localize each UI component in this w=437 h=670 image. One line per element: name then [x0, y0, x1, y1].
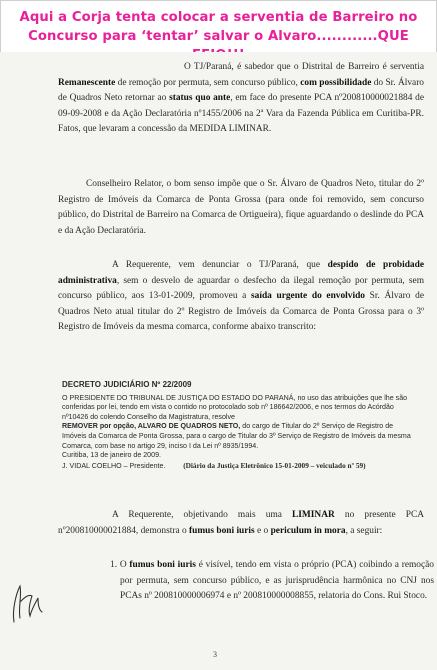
decree-body-rest: do cargo de Titular do 2º Serviço de Registro de Imóveis da Comarca de Ponta Grossa, para o cargo de Titular do 3º Serviço de Registro de Imóveis da mesma Comarca, com base no artigo 29, inciso I da Lei nº 8935/1994.	[62, 422, 411, 450]
decree-body-intro: O PRESIDENTE DO TRIBUNAL DE JUSTIÇA DO ESTADO DO PARANÁ, no uso das atribuições que lhe são conferidas por lei, tendo em vista o contido no protocolado sob nº 186642/2006, e nos termos do Acórdão nº10426 do colendo Conselho da Magistratura, resolve	[62, 393, 408, 421]
para4-text-run: A Requerente, objetivando mais uma	[112, 510, 293, 520]
scanned-document-page	[0, 52, 437, 670]
paragraph-barreiro-remanescente	[58, 60, 424, 138]
decree-title: DECRETO JUDICIÁRIO Nº 22/2009	[62, 380, 192, 389]
para1-text-run: do Sr. Álvaro de Quadros Neto retornar ao	[58, 77, 424, 104]
para2-text-run: Conselheiro Relator, o bom senso impõe que o Sr. Álvaro de Quadros Neto, titular do 2º Registro de Imóveis da Comarca de Ponta Grossa (para onde foi removido, sem concurso público, do Distrital de Barreiro na Comarca de Ortigueira), fique aguardando o deslinde do PCA e da Ação Declaratória.	[58, 179, 424, 236]
para1-text-run: com possibilidade	[300, 77, 372, 88]
decree-signer: J. VIDAL COELHO – Presidente.	[62, 461, 166, 470]
para4-text-run: , a seguir:	[345, 525, 383, 536]
decree-body	[62, 394, 414, 472]
para4-text-run: no presente PCA nº200810000021884, demonstra o	[58, 510, 424, 536]
headline-line-2: Concurso para ‘tentar’ salvar o Alvaro............QUE	[28, 29, 409, 44]
decree-source: (Diário da Justiça Eletrônico 15-01-2009 – veiculado nº 59)	[183, 460, 366, 470]
handwritten-initials	[8, 572, 48, 628]
para1-text-run: status quo ante	[169, 93, 231, 104]
list-item-fumus-boni-iuris	[110, 558, 434, 605]
decree-date: Curitiba, 13 de janeiro de 2009.	[62, 451, 161, 460]
decree-transcript	[62, 380, 414, 471]
headline-line-1: Aqui a Corja tenta colocar a serventia de Barreiro no	[19, 10, 418, 25]
para3-text-run: A Requerente, vem denunciar o TJ/Paraná, que	[112, 260, 328, 270]
item1-text-run: 1. O	[110, 560, 130, 570]
paragraph-liminar	[58, 508, 424, 539]
paragraph-conselheiro-relator	[58, 177, 424, 239]
paragraph-requerente-denuncia	[58, 258, 424, 336]
para1-text-run: , em face do presente PCA nº200810000021884 de 09-09-2008 e da Ação Declaratória nº1455/2006 na 2ª Vara da Fazenda Pública em Curitiba-PR. Fatos, que levaram a concessão da MEDIDA LIMINAR.	[58, 93, 424, 135]
para1-text-run: de remoção por permuta, sem concurso público,	[115, 77, 301, 88]
para4-text-run: LIMINAR	[292, 510, 335, 520]
para4-text-run: periculum in mora	[270, 525, 346, 536]
para3-text-run: , sem o desvelo de aguardar o desfecho da ilegal remoção por permuta, sem concurso público, aos 13-01-2009, promoveu a	[58, 275, 424, 302]
para1-text-run: Remanescente	[58, 77, 116, 88]
para3-text-run: Sr. Álvaro de Quadros Neto atual titular do 2º Registro de Imóveis da Comarca de Ponta Grossa para o 3º Registro de Imóveis da mesma comarca, conforme abaixo transcrito:	[58, 291, 424, 333]
page-number: 3	[213, 650, 217, 659]
para1-text-run: O TJ/Paraná, é sabedor que o Distrital de Barreiro é serventia	[184, 62, 424, 72]
para3-text-run: saída urgente do envolvido	[251, 291, 365, 302]
decree-remover-text: REMOVER por opção, ALVARO DE QUADROS NETO,	[62, 422, 241, 431]
para4-text-run: e o	[254, 525, 271, 536]
para3-text-run: despido de probidade administrativa	[58, 260, 424, 286]
item1-text-run: fumus boni iuris	[129, 560, 196, 570]
para4-text-run: fumus boni iuris	[189, 525, 255, 536]
item1-text-run: é visível, tendo em vista o próprio (PCA) coibindo a remoção por permuta, sem concurso público, e as jurisprudência harmônica no CNJ nos PCAs nº 200810000006974 e nº 200810000008855, relatoria do Cons. Rui Stoco.	[120, 560, 434, 602]
